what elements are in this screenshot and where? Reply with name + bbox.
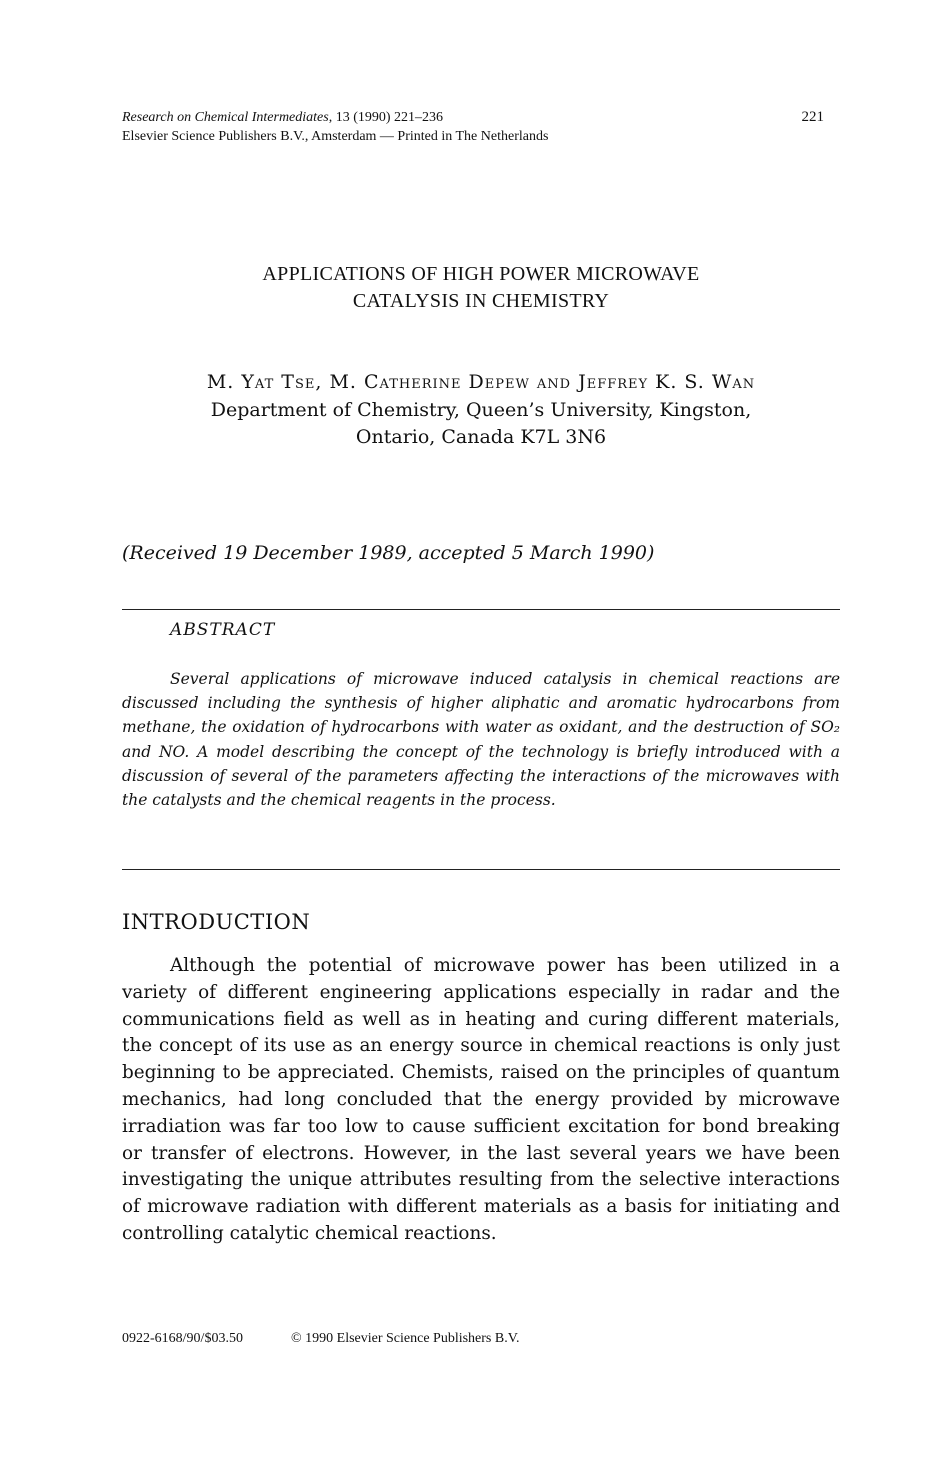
footer-issn-price: 0922-6168/90/$03.50	[122, 1331, 243, 1346]
publisher-line: Elsevier Science Publishers B.V., Amsterdam — Printed in The Netherlands	[122, 129, 549, 144]
abstract-bottom-rule	[122, 869, 840, 870]
journal-citation: , 13 (1990) 221–236	[328, 110, 444, 125]
author-list	[122, 369, 840, 396]
citation-line	[122, 108, 824, 127]
running-head	[122, 108, 824, 146]
paper-title	[122, 261, 840, 315]
authors-text: M. Yat Tse, M. Catherine Depew and Jeffrey K. S. Wan	[206, 371, 756, 393]
affiliation-line-2: Ontario, Canada K7L 3N6	[355, 426, 607, 448]
title-line-2: CATALYSIS IN CHEMISTRY	[352, 290, 610, 312]
affiliation	[122, 397, 840, 451]
page-number: 221	[801, 109, 824, 125]
abstract-top-rule	[122, 609, 840, 610]
introduction-paragraph: Although the potential of microwave power has been utilized in a variety of different engineering applications especially in radar and the communications field as well as in heating and curing different materials, the concept of its use as an energy source in chemical reactions is only just beginning to be appreciated. Chemists, raised on the principles of quantum mechanics, had long concluded that the energy provided by microwave irradiation was far too low to cause sufficient excitation for bond breaking or transfer of electrons. However, in the last several years we have been investigating the unique attributes resulting from the selective interactions of microwave radiation with different materials as a basis for initiating and controlling catalytic chemical reactions.	[122, 955, 840, 1244]
journal-name: Research on Chemical Intermediates	[122, 110, 329, 125]
affiliation-line-1: Department of Chemistry, Queen’s University, Kingston,	[210, 399, 752, 421]
abstract-heading: ABSTRACT	[170, 620, 276, 640]
abstract-body: Several applications of microwave induced catalysis in chemical reactions are discussed including the synthesis of higher aliphatic and aromatic hydrocarbons from methane, the oxidation of hydrocarbons with water as oxidant, and the destruction of SO₂ and NO. A model describing the concept of the technology is briefly introduced with a discussion of several of the parameters affecting the interactions of the microwaves with the catalysts and the chemical reagents in the process.	[122, 670, 840, 810]
section-heading-introduction: INTRODUCTION	[122, 910, 311, 934]
footer-copyright: © 1990 Elsevier Science Publishers B.V.	[291, 1331, 520, 1346]
title-line-1: APPLICATIONS OF HIGH POWER MICROWAVE	[262, 263, 700, 285]
received-dates: (Received 19 December 1989, accepted 5 March 1990)	[122, 542, 655, 564]
